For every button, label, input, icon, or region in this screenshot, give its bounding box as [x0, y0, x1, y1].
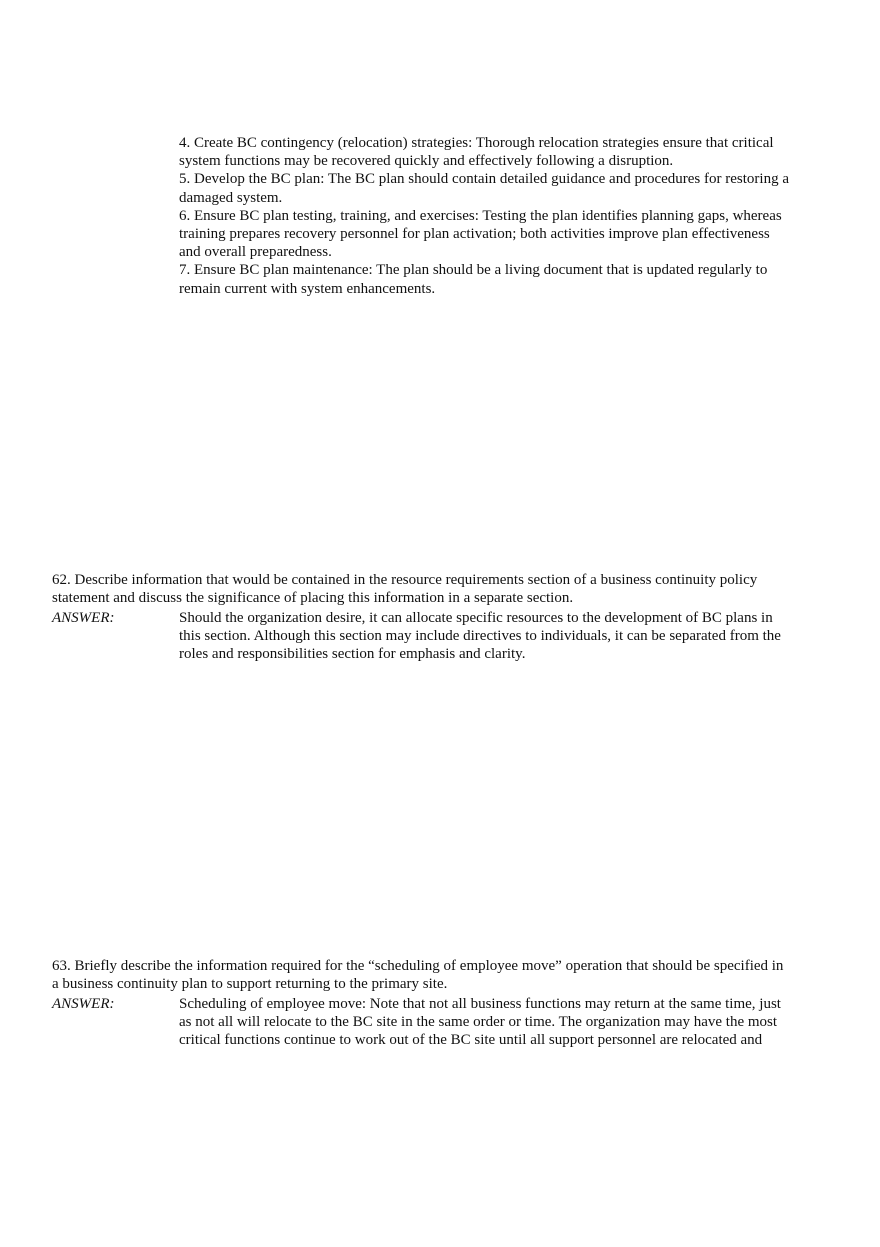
step-line: system functions may be recovered quickly and effectively following a disruption.	[179, 153, 674, 170]
question-line: 63. Briefly describe the information required for the “scheduling of employee move” operation that should be specified in	[52, 958, 784, 974]
answer-line: as not all will relocate to the BC site in the same order or time. The organization may have the most	[179, 1014, 778, 1031]
bc-steps-list	[179, 134, 789, 298]
answer-line: this section. Although this section may include directives to individuals, it can be separated from the	[179, 628, 781, 645]
step-line: 4. Create BC contingency (relocation) strategies: Thorough relocation strategies ensure that critical	[179, 135, 774, 151]
answer-label: ANSWER:	[52, 610, 115, 626]
step-line: 7. Ensure BC plan maintenance: The plan should be a living document that is updated regularly to	[179, 262, 768, 279]
answer-label: ANSWER:	[52, 996, 115, 1012]
step-line: and overall preparedness.	[179, 244, 332, 261]
question-line: a business continuity plan to support returning to the primary site.	[52, 976, 448, 993]
step-line: 5. Develop the BC plan: The BC plan should contain detailed guidance and procedures for restoring a	[179, 171, 789, 188]
answer-line: critical functions continue to work out of the BC site until all support personnel are relocated and	[179, 1032, 763, 1049]
question-63-answer	[179, 995, 781, 1050]
question-line: statement and discuss the significance of placing this information in a separate section.	[52, 590, 574, 607]
step-line: remain current with system enhancements.	[179, 280, 436, 297]
step-line: training prepares recovery personnel for plan activation; both activities improve plan effectiveness	[179, 226, 770, 243]
question-63-text	[52, 957, 783, 993]
step-line: 6. Ensure BC plan testing, training, and exercises: Testing the plan identifies planning gaps, whereas	[179, 207, 782, 224]
question-62-answer	[179, 609, 781, 664]
question-62-text	[52, 571, 757, 607]
answer-line: roles and responsibilities section for emphasis and clarity.	[179, 646, 526, 663]
step-line: damaged system.	[179, 189, 283, 206]
answer-line: Scheduling of employee move: Note that not all business functions may return at the same time, just	[179, 996, 781, 1012]
answer-line: Should the organization desire, it can allocate specific resources to the development of BC plans in	[179, 610, 773, 626]
question-line: 62. Describe information that would be contained in the resource requirements section of a business continuity policy	[52, 572, 758, 588]
